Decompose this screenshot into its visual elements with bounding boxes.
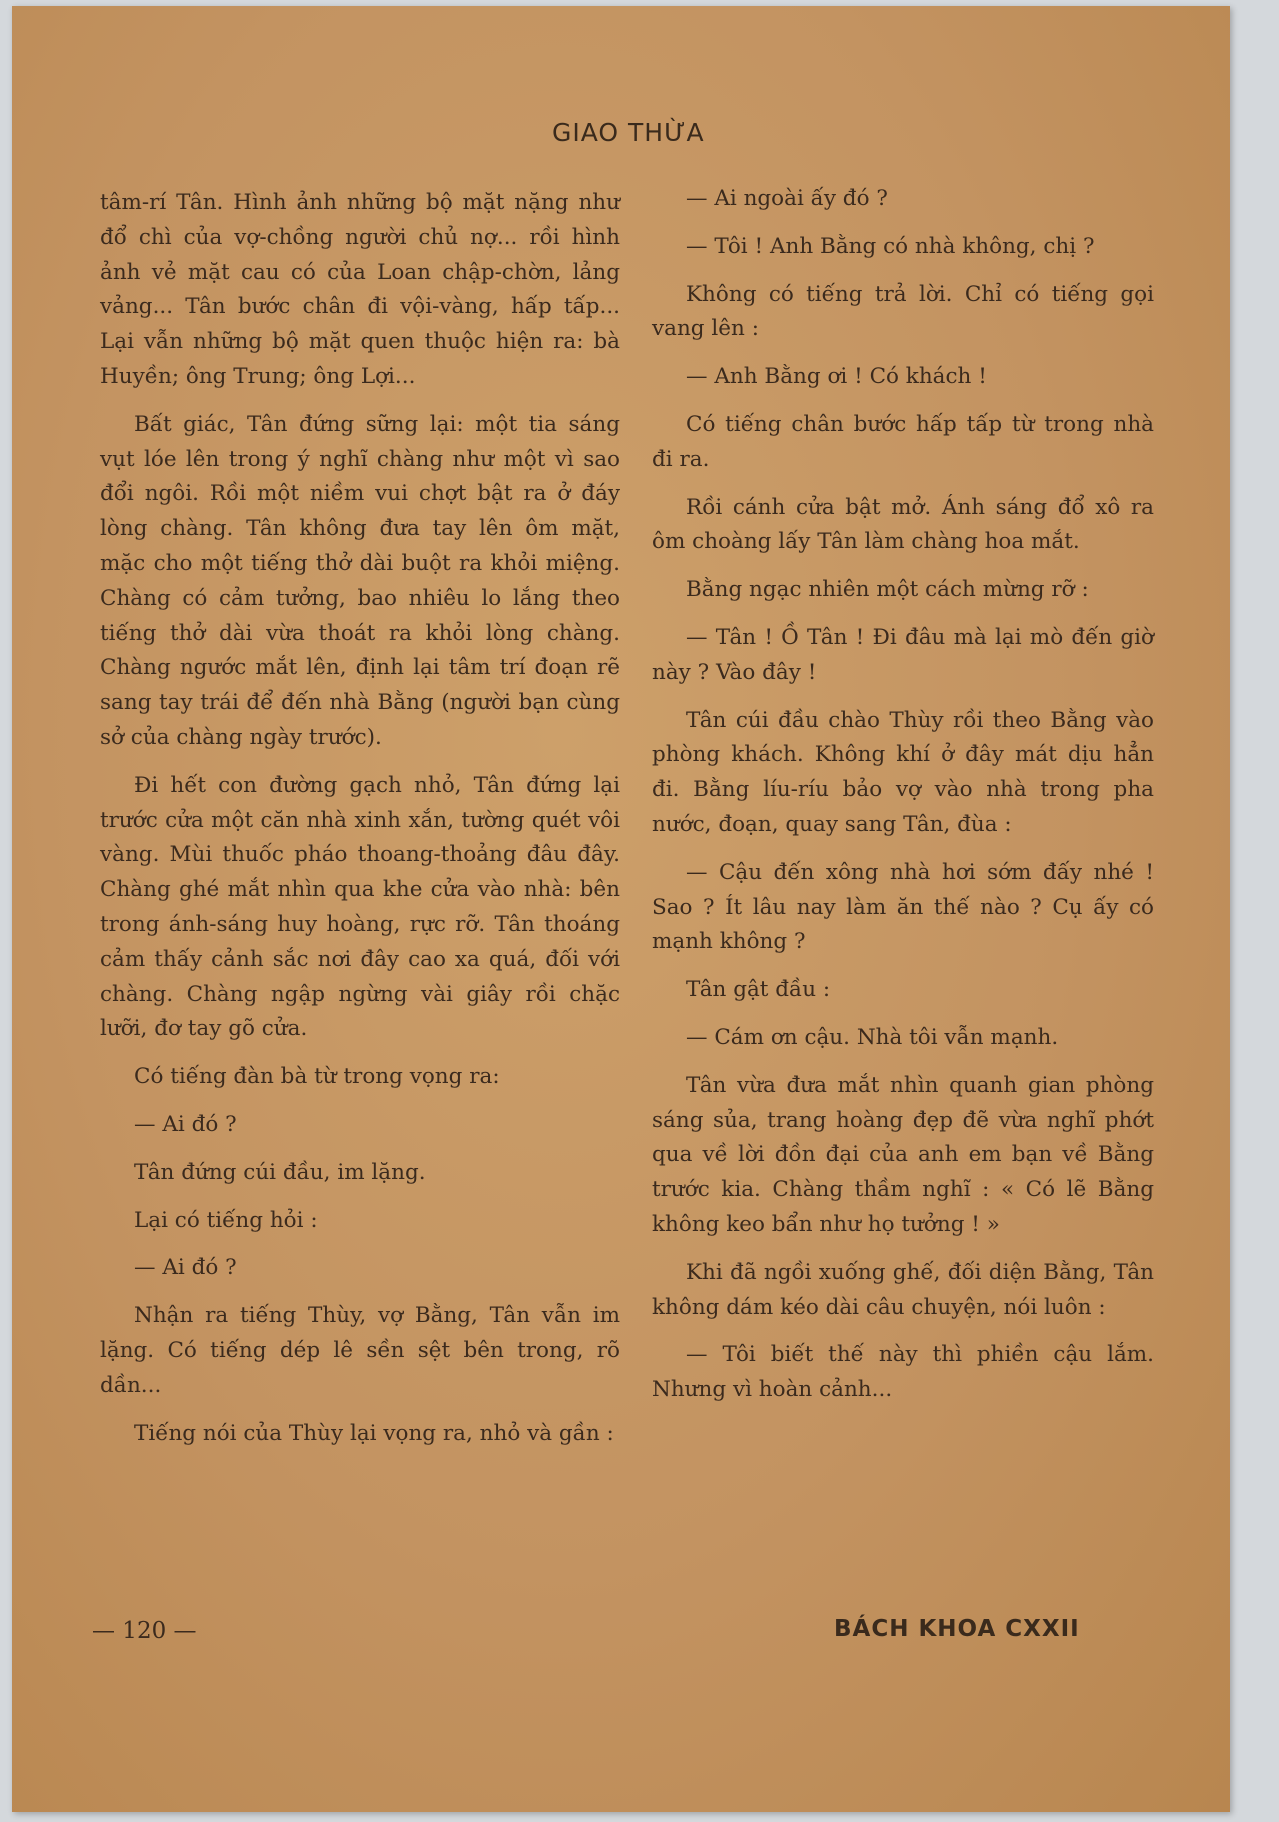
magazine-page (12, 6, 1230, 1812)
dialogue-line: — Tôi ! Anh Bằng có nhà không, chị ? (686, 233, 1095, 259)
running-title: GIAO THỪA (552, 118, 705, 147)
paragraph: Bằng ngạc nhiên một cách mừng rỡ : (686, 577, 1089, 603)
paragraph: Đi hết con đường gạch nhỏ, Tân đứng lại trước cửa một căn nhà xinh xắn, tường quét vôi vàng. Mùi thuốc pháo thoang-thoảng đâu đây. Chàng ghé mắt nhìn qua khe cửa vào nhà: bên trong ánh-sáng huy hoàng, rực rỡ. Tân thoáng cảm thấy cảnh sắc nơi đây cao xa quá, đối với chàng. Chàng ngập ngừng vài giây rồi chặc lưỡi, đơ tay gõ cửa. (100, 772, 620, 1042)
journal-issue: BÁCH KHOA CXXII (834, 1616, 1080, 1642)
right-text-column (652, 182, 1154, 1421)
paragraph: Tân cúi đầu chào Thùy rồi theo Bằng vào phòng khách. Không khí ở đây mát dịu hẳn đi. Bằng líu-ríu bảo vợ vào nhà trong pha nước, đoạn, quay sang Tân, đùa : (652, 707, 1154, 837)
paragraph: Bất giác, Tân đứng sững lại: một tia sáng vụt lóe lên trong ý nghĩ chàng như một vì sao đổi ngôi. Rồi một niềm vui chợt bật ra ở đáy lòng chàng. Tân không đưa tay lên ôm mặt, mặc cho một tiếng thở dài buột ra khỏi miệng. Chàng có cảm tưởng, bao nhiêu lo lắng theo tiếng thở dài vừa thoát ra khỏi lòng chàng. Chàng ngước mắt lên, định lại tâm trí đoạn rẽ sang tay trái để đến nhà Bằng (người bạn cùng sở của chàng ngày trước). (100, 411, 620, 750)
dialogue-line: — Tân ! Ồ Tân ! Đi đâu mà lại mò đến giờ này ? Vào đây ! (652, 624, 1154, 685)
paragraph: Lại có tiếng hỏi : (134, 1207, 318, 1233)
paragraph: Tân gật đầu : (686, 977, 831, 1003)
dialogue-line: — Cậu đến xông nhà hơi sớm đấy nhé ! Sao ? Ít lâu nay làm ăn thế nào ? Cụ ấy có mạnh không ? (652, 859, 1154, 955)
dialogue-line: — Ai ngoài ấy đó ? (686, 186, 888, 211)
dialogue-line: — Anh Bằng ơi ! Có khách ! (686, 364, 987, 390)
paragraph: Tân đứng cúi đầu, im lặng. (134, 1159, 426, 1185)
dialogue-line: — Ai đó ? (134, 1255, 237, 1281)
paragraph: Có tiếng chân bước hấp tấp từ trong nhà đi ra. (652, 411, 1154, 472)
dialogue-line: — Ai đó ? (134, 1111, 237, 1137)
page-number: — 120 — (92, 1618, 197, 1644)
paragraph: Tiếng nói của Thùy lại vọng ra, nhỏ và gần : (134, 1420, 614, 1446)
paragraph: Tân vừa đưa mắt nhìn quanh gian phòng sáng sủa, trang hoàng đẹp đẽ vừa nghĩ phớt qua về lời đồn đại của anh em bạn về Bằng trước kia. Chàng thầm nghĩ : « Có lẽ Bằng không keo bẩn như họ tưởng ! » (652, 1072, 1154, 1237)
left-text-column (100, 186, 620, 1464)
paragraph: tâm-rí Tân. Hình ảnh những bộ mặt nặng như đổ chì của vợ-chồng người chủ nợ... rồi hình ảnh vẻ mặt cau có của Loan chập-chờn, lảng vảng... Tân bước chân đi vội-vàng, hấp tấp... Lại vẫn những bộ mặt quen thuộc hiện ra: bà Huyền; ông Trung; ông Lợi... (100, 190, 620, 389)
paragraph: Khi đã ngồi xuống ghế, đối diện Bằng, Tân không dám kéo dài câu chuyện, nói luôn : (652, 1259, 1154, 1320)
paragraph: Nhận ra tiếng Thùy, vợ Bằng, Tân vẫn im lặng. Có tiếng dép lê sền sệt bên trong, rõ dần... (100, 1303, 620, 1398)
paragraph: Không có tiếng trả lời. Chỉ có tiếng gọi vang lên : (652, 281, 1154, 342)
paragraph: Có tiếng đàn bà từ trong vọng ra: (134, 1064, 500, 1090)
dialogue-line: — Cám ơn cậu. Nhà tôi vẫn mạnh. (686, 1024, 1059, 1050)
dialogue-line: — Tôi biết thế này thì phiền cậu lắm. Nhưng vì hoàn cảnh... (652, 1342, 1154, 1403)
paragraph: Rồi cánh cửa bật mở. Ánh sáng đổ xô ra ôm choàng lấy Tân làm chàng hoa mắt. (652, 494, 1154, 555)
